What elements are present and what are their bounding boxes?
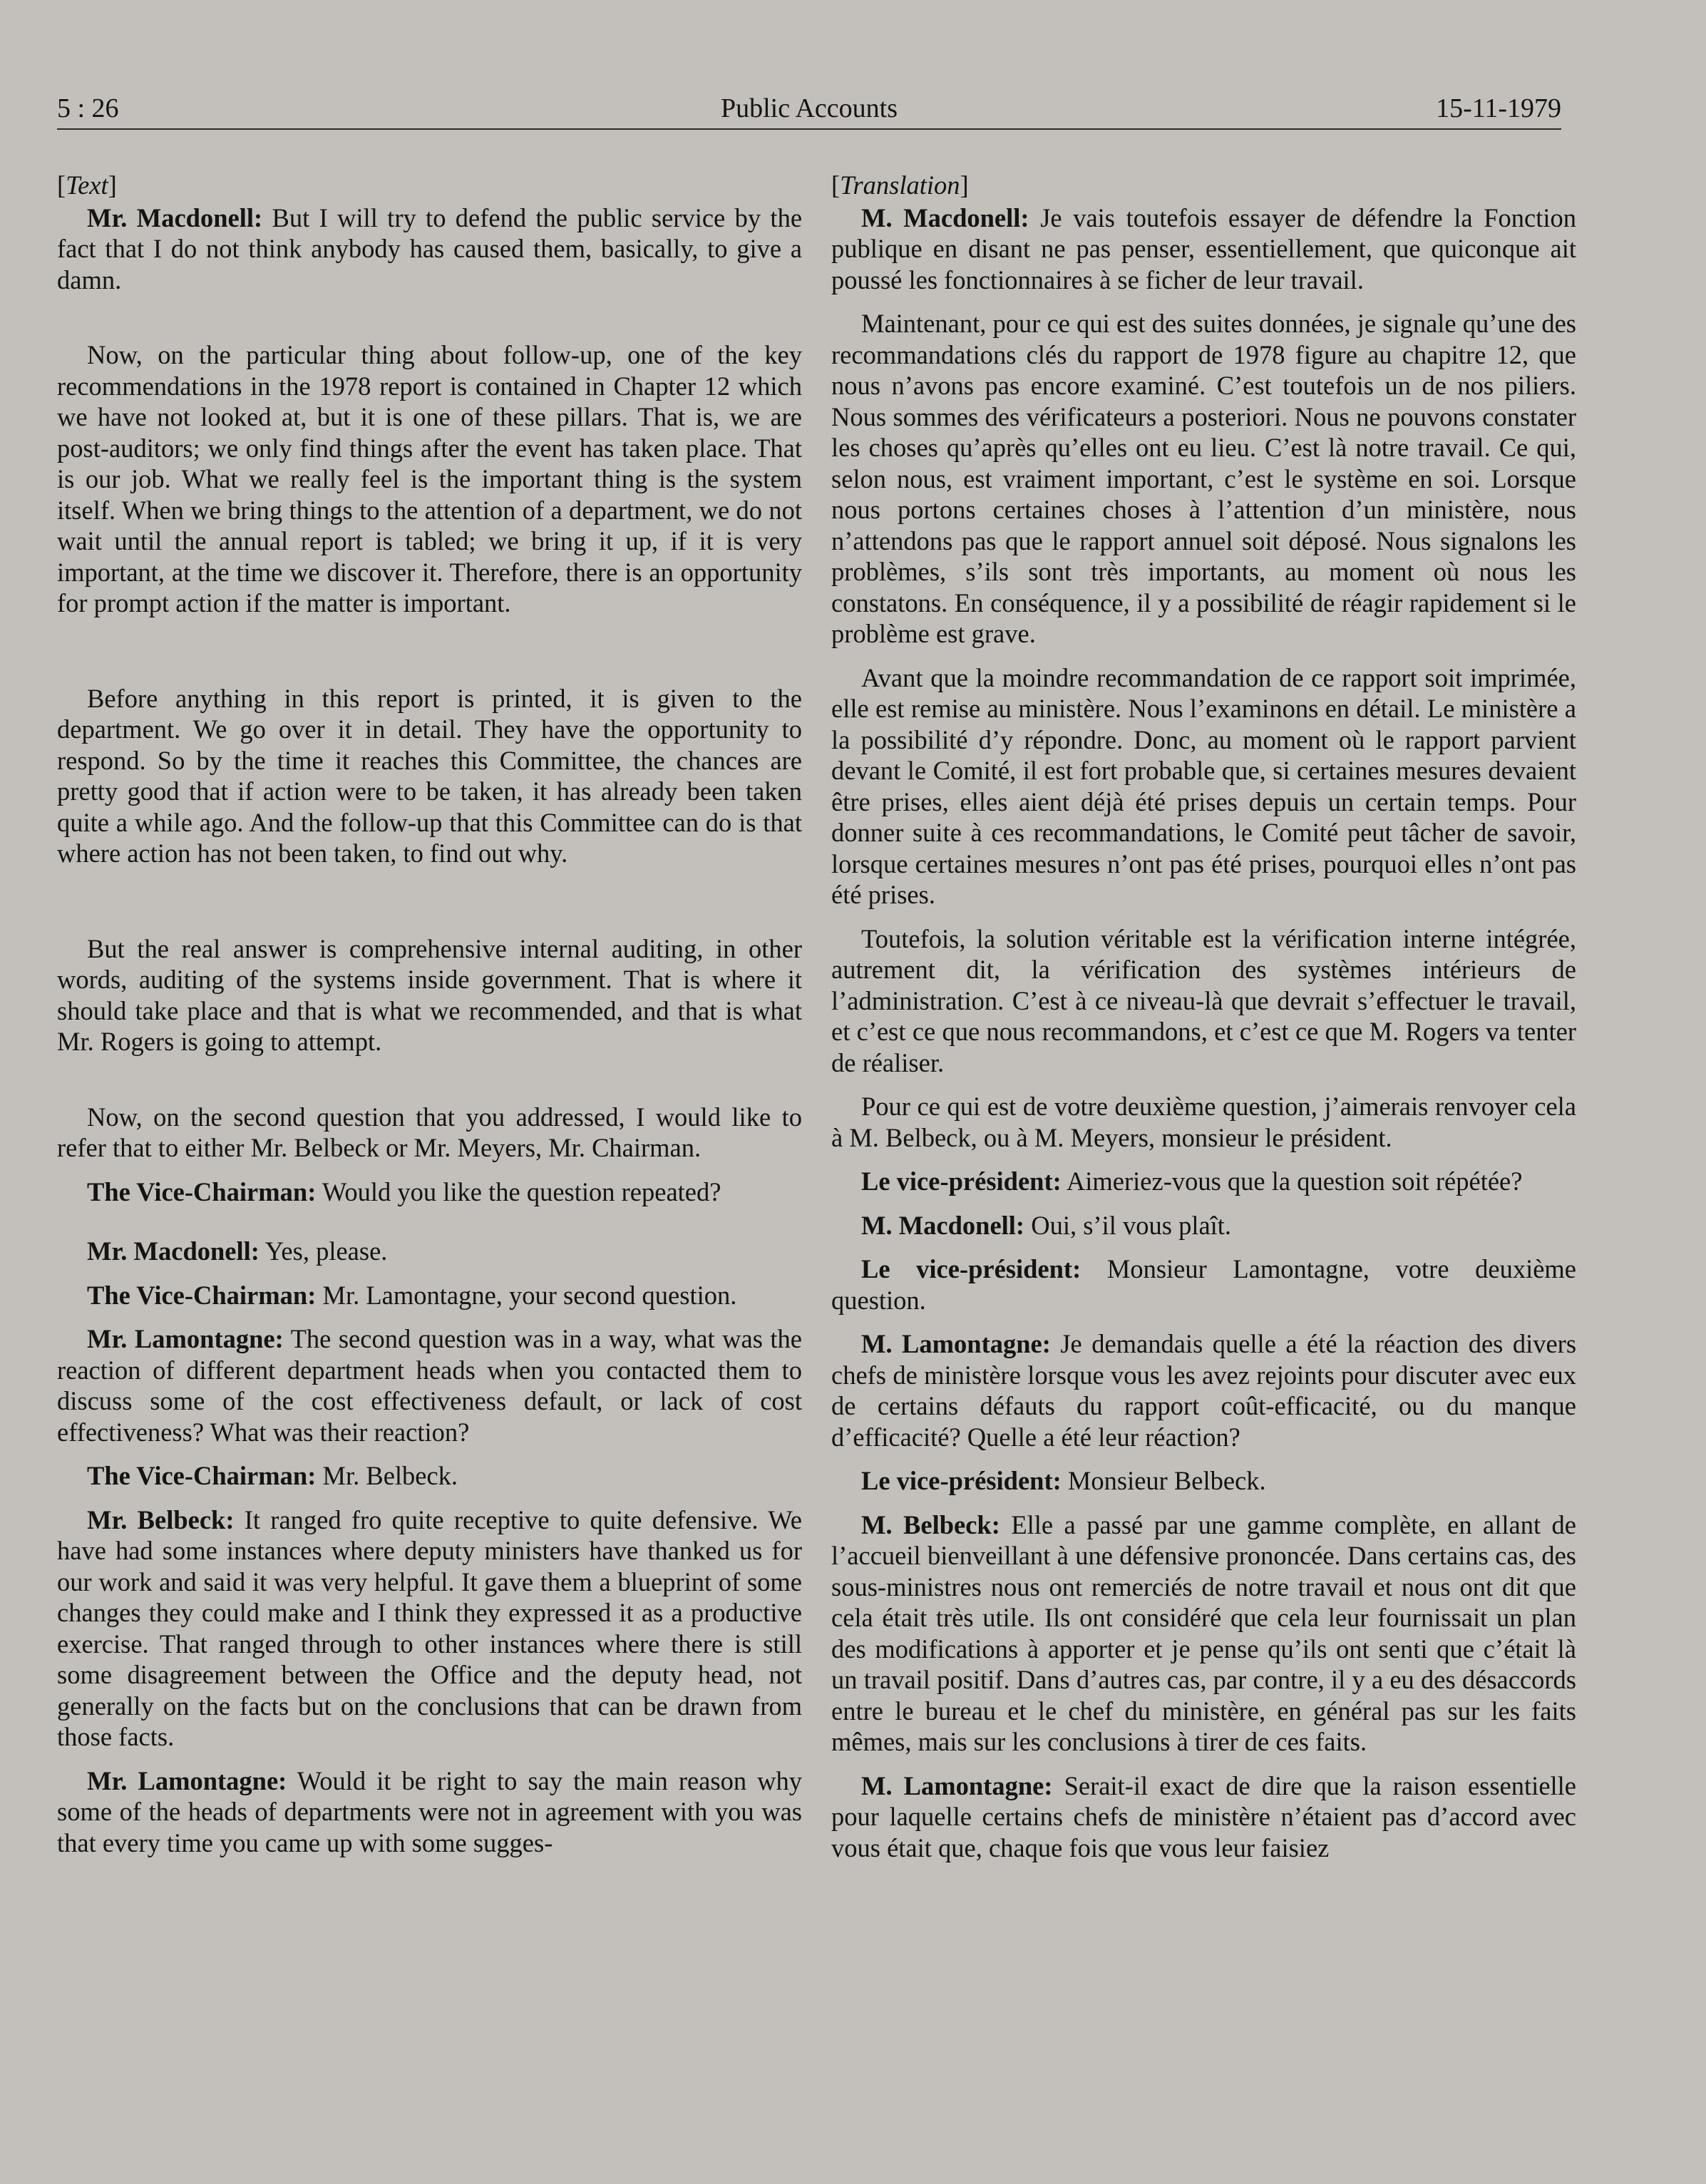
speaker-label: M. Macdonell: [861, 202, 1029, 232]
paragraph [831, 923, 1576, 1079]
speaker-label: M. Lamontagne: [861, 1770, 1053, 1800]
paragraph-text: Monsieur Belbeck. [1067, 1466, 1266, 1495]
speaker-label: Le vice-président: [861, 1167, 1062, 1196]
paragraph-text: Avant que la moindre recommandation de ce rapport soit imprimée, elle est remise au ministère. Nous l’examinons en détail. Le ministère a la possibilité d’y répondre. Donc, au moment où le rapport parvient devant le Comité, il est fort probable que, si certaines mesures devaient être prises, elles aient déjà été prises depuis un certain temps. Pour donner suite à ces recommandations, le Comité peut tâcher de savoir, lorsque certaines mesures n’ont pas été prises, pourquoi elles n’ont pas été prises. [831, 662, 1576, 909]
french-column [831, 170, 1576, 1876]
paragraph-text: But the real answer is comprehensive internal auditing, in other words, auditing of the systems inside government. That is where it should take place and that is what we recommended, and that is what Mr. Rogers is going to attempt. [57, 933, 802, 1056]
paragraph [57, 1323, 802, 1447]
paragraph [831, 1509, 1576, 1758]
paragraph-text: Serait-il exact de dire que la raison essentielle pour laquelle certains chefs de ministère n’étaient pas d’accord avec vous était que, chaque fois que vous leur faisiez [831, 1770, 1577, 1862]
speaker-label: Mr. Macdonell: [87, 1236, 260, 1266]
paragraph [57, 1460, 802, 1492]
speaker-label: M. Lamontagne: [861, 1329, 1051, 1358]
paragraph [831, 1254, 1576, 1316]
paragraph [831, 202, 1576, 296]
header-rule [57, 128, 1561, 130]
page-header [57, 91, 1561, 125]
paragraph-text: But I will try to defend the public service by the fact that I do not think anybody has caused them, basically, to give a damn. [57, 202, 803, 294]
header-date: 15-11-1979 [1436, 93, 1561, 123]
paragraph [831, 1166, 1576, 1197]
paragraph-text: Yes, please. [264, 1236, 388, 1266]
speaker-label: M. Macdonell: [861, 1210, 1025, 1240]
paragraph-text: Now, on the particular thing about follow-up, one of the key recommendations in the 1978 report is contained in Chapter 12 which we have not looked at, but it is one of these pillars. That is, we are post-auditors; we only find things after the event has taken place. That is our job. What we really feel is the important thing is the system itself. When we bring things to the attention of a department, we do not wait until the annual report is tabled; we bring it up, if it is very important, at the time we discover it. Therefore, there is an opportunity for prompt action if the matter is important. [57, 340, 802, 617]
page-number: 5 : 26 [57, 93, 119, 123]
paragraph [57, 683, 802, 869]
paragraph [831, 1770, 1576, 1864]
paragraph [831, 1210, 1576, 1241]
paragraph [57, 1236, 802, 1267]
speaker-label: Mr. Macdonell: [87, 202, 263, 232]
paragraph-text: Toutefois, la solution véritable est la vérification interne intégrée, autrement dit, la vérification des systèmes intérieurs de l’administration. C’est à ce niveau-là que devrait s’effectuer le travail, et c’est ce que nous recommandons, et c’est ce que M. Rogers va tenter de réaliser. [831, 923, 1576, 1077]
english-column [57, 170, 802, 1871]
paragraph-text: Pour ce qui est de votre deuxième question, j’aimerais renvoyer cela à M. Belbeck, ou à M. Meyers, monsieur le président. [831, 1092, 1576, 1152]
paragraph-text: Aimeriez-vous que la question soit répétée? [1066, 1167, 1523, 1196]
paragraph [57, 933, 802, 1057]
paragraph [831, 1091, 1576, 1153]
paragraph-text: Now, on the second question that you addressed, I would like to refer that to either Mr. Belbeck or Mr. Meyers, Mr. Chairman. [57, 1102, 802, 1162]
text-marker: [Text] [57, 170, 117, 200]
paragraph [831, 662, 1576, 911]
paragraph-text: Maintenant, pour ce qui est des suites données, je signale qu’une des recommandations clés du rapport de 1978 figure au chapitre 12, que nous n’avons pas encore examiné. C’est toutefois un de nos piliers. Nous sommes des vérificateurs a posteriori. Nous ne pouvons constater les choses qu’après qu’elles ont eu lieu. C’est là notre travail. Ce qui, selon nous, est vraiment important, c’est le système en soi. Lorsque nous portons certaines choses à l’attention d’un ministère, nous n’attendons pas que le rapport annuel soit déposé. Nous signalons les problèmes, s’ils sont très importants, au moment où nous les constatons. En conséquence, il y a possibilité de réagir rapidement si le problème est grave. [831, 309, 1576, 648]
paragraph-text: Je demandais quelle a été la réaction des divers chefs de ministère lorsque vous les avez rejoints pour discuter avec eux de certains défauts du rapport coût-efficacité, ou du manque d’efficacité? Quelle a été leur réaction? [831, 1329, 1577, 1452]
speaker-label: Mr. Belbeck: [87, 1504, 235, 1534]
paragraph [831, 1465, 1576, 1497]
speaker-label: The Vice-Chairman: [87, 1280, 317, 1310]
paragraph [57, 1504, 802, 1753]
paragraph-text: Je vais toutefois essayer de défendre la Fonction publique en disant ne pas penser, essentiellement, que quiconque ait poussé les fonctionnaires à se ficher de leur travail. [831, 202, 1576, 294]
paragraph-text: Mr. Belbeck. [322, 1461, 458, 1490]
paragraph [57, 202, 802, 296]
paragraph-text: Elle a passé par une gamme complète, en allant de l’accueil bienveillant à une défensive prononcée. Dans certains cas, des sous-ministres nous ont remerciés de notre travail et nous ont dit que cela était très utile. Ils ont considéré que cela leur fournissait un plan des modifications à apporter et je pense qu’ils ont senti que c’était là un travail positif. Dans d’autres cas, par contre, il y a eu des désaccords entre le bureau et le chef du ministère, en général pas sur les faits mêmes, mais sur les conclusions à tirer de ces faits. [831, 1509, 1577, 1756]
speaker-label: Le vice-président: [861, 1254, 1081, 1283]
speaker-label: Mr. Lamontagne: [87, 1765, 287, 1795]
speaker-label: M. Belbeck: [861, 1509, 1000, 1539]
running-title: Public Accounts [720, 93, 898, 123]
paragraph [57, 1280, 802, 1311]
paragraph [57, 1765, 802, 1859]
paragraph-text: Would it be right to say the main reason why some of the heads of departments were not in agreement with you was that every time you came up with some sugges- [57, 1765, 802, 1857]
paragraph [831, 1328, 1576, 1452]
paragraph-text: Monsieur Lamontagne, votre deuxième question. [831, 1254, 1576, 1315]
speaker-label: Mr. Lamontagne: [87, 1324, 284, 1353]
speaker-label: The Vice-Chairman: [87, 1176, 317, 1206]
paragraph [831, 308, 1576, 650]
translation-marker: [Translation] [831, 170, 969, 200]
paragraph [57, 339, 802, 619]
speaker-label: Le vice-président: [861, 1466, 1062, 1495]
paragraph-text: The second question was in a way, what was the reaction of different department heads when you contacted them to discuss some of the cost effectiveness default, or lack of cost effectiveness? What was their reaction? [57, 1324, 802, 1447]
paragraph-text: It ranged fro quite receptive to quite defensive. We have had some instances where deputy ministers have thanked us for our work and said it was very helpful. It gave them a blueprint of some changes they could make and I think they expressed it as a productive exercise. That ranged through to other instances where there is still some disagreement between the Office and the deputy head, not generally on the facts but on the conclusions that can be drawn from those facts. [57, 1504, 802, 1751]
paragraph-text: Oui, s’il vous plaît. [1031, 1210, 1232, 1240]
speaker-label: The Vice-Chairman: [87, 1461, 317, 1490]
paragraph-text: Before anything in this report is printed, it is given to the department. We go over it in detail. They have the opportunity to respond. So by the time it reaches this Committee, the chances are pretty good that if action were to be taken, it has already been taken quite a while ago. And the follow-up that this Committee can do is that where action has not been taken, to find out why. [57, 683, 802, 868]
paragraph-text: Would you like the question repeated? [322, 1176, 721, 1206]
paragraph [57, 1102, 802, 1164]
paragraph-text: Mr. Lamontagne, your second question. [322, 1280, 737, 1310]
paragraph [57, 1176, 802, 1208]
